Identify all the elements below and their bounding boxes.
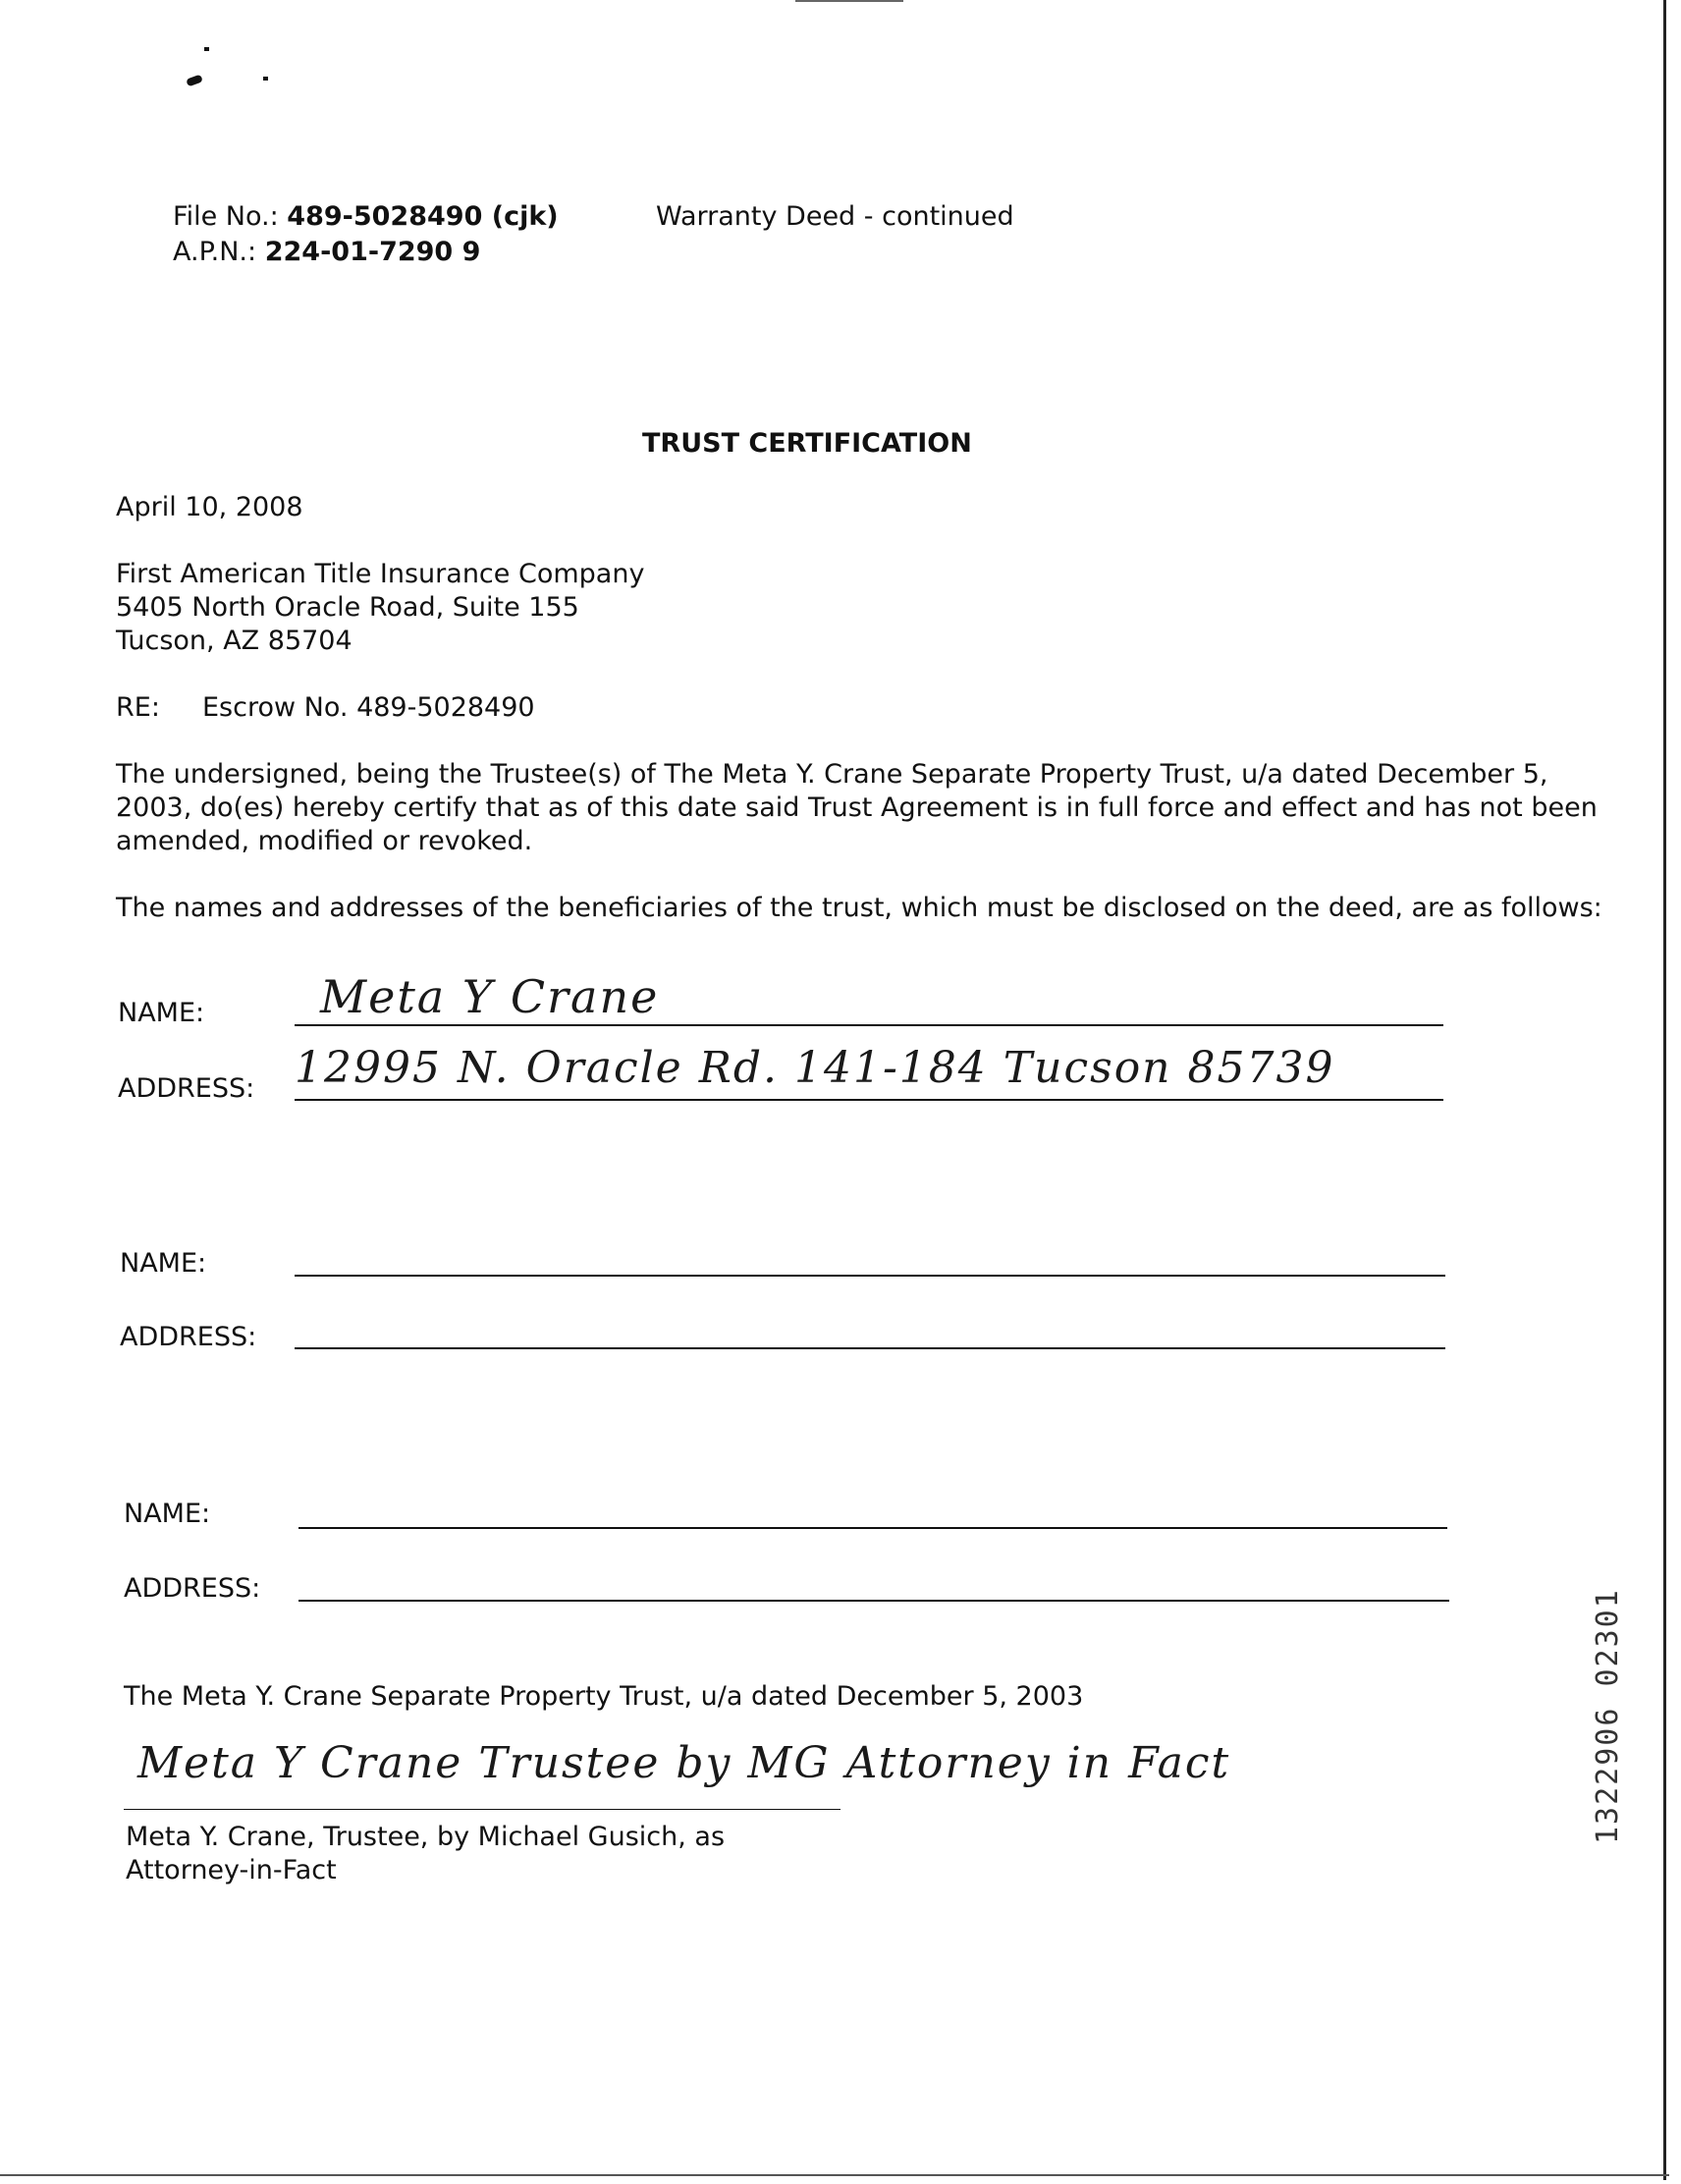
scan-speck <box>263 77 268 81</box>
file-number-label: File No.: <box>173 201 279 232</box>
scan-edge-right <box>1663 0 1666 2180</box>
apn-line <box>173 236 480 269</box>
beneficiary-address-line <box>295 1099 1443 1101</box>
beneficiary-address-label: ADDRESS: <box>124 1573 261 1604</box>
beneficiary-name-label: NAME: <box>120 1248 207 1279</box>
re-label: RE: <box>116 692 160 723</box>
recipient-street: 5405 North Oracle Road, Suite 155 <box>116 592 579 623</box>
recording-stamp: 1322906 02301 <box>1591 1588 1625 1844</box>
beneficiaries-intro: The names and addresses of the beneficiaries of the trust, which must be disclosed on the deed, are as follows: <box>116 893 1602 923</box>
deed-title: Warranty Deed - continued <box>656 201 1014 232</box>
scan-edge-bottom <box>0 2174 1669 2176</box>
recipient-city: Tucson, AZ 85704 <box>116 626 352 656</box>
beneficiary-address-line <box>298 1600 1449 1602</box>
letter-date: April 10, 2008 <box>116 492 303 522</box>
beneficiary-address-handwritten: 12995 N. Oracle Rd. 141-184 Tucson 85739 <box>295 1043 1335 1093</box>
file-number-value: 489-5028490 (cjk) <box>287 201 559 232</box>
body-line-2: 2003, do(es) hereby certify that as of this date said Trust Agreement is in full force and effect and has not been <box>116 792 1598 823</box>
scan-speck <box>186 75 203 87</box>
body-line-3: amended, modified or revoked. <box>116 826 533 856</box>
signature-caption-2: Attorney-in-Fact <box>126 1855 337 1885</box>
scan-edge-top <box>795 0 903 2</box>
recipient-name: First American Title Insurance Company <box>116 559 645 589</box>
trust-name-line: The Meta Y. Crane Separate Property Trust, u/a dated December 5, 2003 <box>124 1681 1084 1712</box>
beneficiary-name-line <box>298 1527 1447 1529</box>
beneficiary-name-handwritten: Meta Y Crane <box>320 970 660 1023</box>
re-value: Escrow No. 489-5028490 <box>202 692 535 723</box>
signature-caption-1: Meta Y. Crane, Trustee, by Michael Gusich, as <box>126 1822 726 1852</box>
beneficiary-address-line <box>295 1347 1445 1349</box>
beneficiary-address-label: ADDRESS: <box>120 1322 257 1352</box>
apn-value: 224-01-7290 9 <box>264 237 481 267</box>
file-number-line <box>173 200 559 234</box>
apn-label: A.P.N.: <box>173 237 257 267</box>
page-title: TRUST CERTIFICATION <box>642 428 972 459</box>
beneficiary-name-line <box>295 1024 1443 1026</box>
beneficiary-address-label: ADDRESS: <box>118 1073 255 1104</box>
beneficiary-name-line <box>295 1275 1445 1277</box>
signature-handwritten: Meta Y Crane Trustee by MG Attorney in Fact <box>137 1738 1231 1788</box>
body-line-1: The undersigned, being the Trustee(s) of The Meta Y. Crane Separate Property Trust, u/a dated December 5, <box>116 759 1548 790</box>
signature-line <box>124 1809 840 1810</box>
beneficiary-name-label: NAME: <box>118 998 205 1028</box>
scan-speck <box>204 47 209 51</box>
beneficiary-name-label: NAME: <box>124 1499 211 1529</box>
